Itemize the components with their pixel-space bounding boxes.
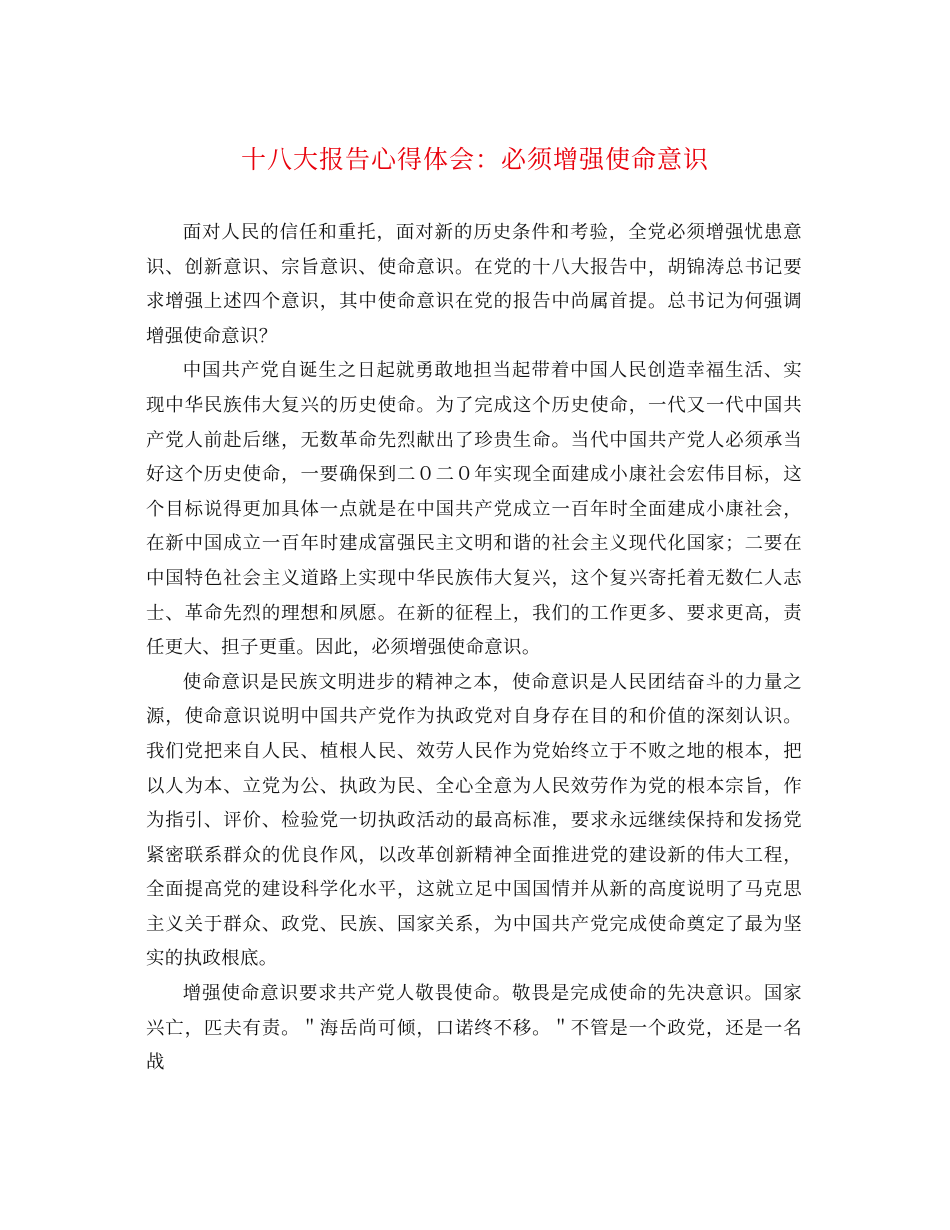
paragraph: 面对人民的信任和重托，面对新的历史条件和考验，全党必须增强忧患意识、创新意识、宗旨意识、使命意识。在党的十八大报告中，胡锦涛总书记要求增强上述四个意识，其中使命意识在党的报告中尚属首提。总书记为何强调增强使命意识？ [146,222,802,347]
document-body [146,216,802,1081]
paragraph: 使命意识是民族文明进步的精神之本，使命意识是人民团结奋斗的力量之源，使命意识说明中国共产党作为执政党对自身存在目的和价值的深刻认识。我们党把来自人民、植根人民、效劳人民作为党始终立于不败之地的根本，把以人为本、立党为公、执政为民、全心全意为人民效劳作为党的根本宗旨，作为指引、评价、检验党一切执政活动的最高标准，要求永远继续保持和发扬党紧密联系群众的优良作风，以改革创新精神全面推进党的建设新的伟大工程，全面提高党的建设科学化水平，这就立足中国国情并从新的高度说明了马克思主义关于群众、政党、民族、国家关系，为中国共产党完成使命奠定了最为坚实的执政根底。 [146,671,802,970]
paragraph: 中国共产党自诞生之日起就勇敢地担当起带着中国人民创造幸福生活、实现中华民族伟大复兴的历史使命。为了完成这个历史使命，一代又一代中国共产党人前赴后继，无数革命先烈献出了珍贵生命。当代中国共产党人必须承当好这个历史使命，一要确保到二０二０年实现全面建成小康社会宏伟目标，这个目标说得更加具体一点就是在中国共产党成立一百年时全面建成小康社会，在新中国成立一百年时建成富强民主文明和谐的社会主义现代化国家；二要在中国特色社会主义道路上实现中华民族伟大复兴，这个复兴寄托着无数仁人志士、革命先烈的理想和夙愿。在新的征程上，我们的工作更多、要求更高，责任更大、担子更重。因此，必须增强使命意识。 [146,360,802,659]
paragraph: 增强使命意识要求共产党人敬畏使命。敬畏是完成使命的先决意识。国家兴亡，匹夫有责。＂海岳尚可倾，口诺终不移。＂不管是一个政党，还是一名战 [146,983,802,1074]
document-title: 十八大报告心得体会：必须增强使命意识 [240,145,709,174]
